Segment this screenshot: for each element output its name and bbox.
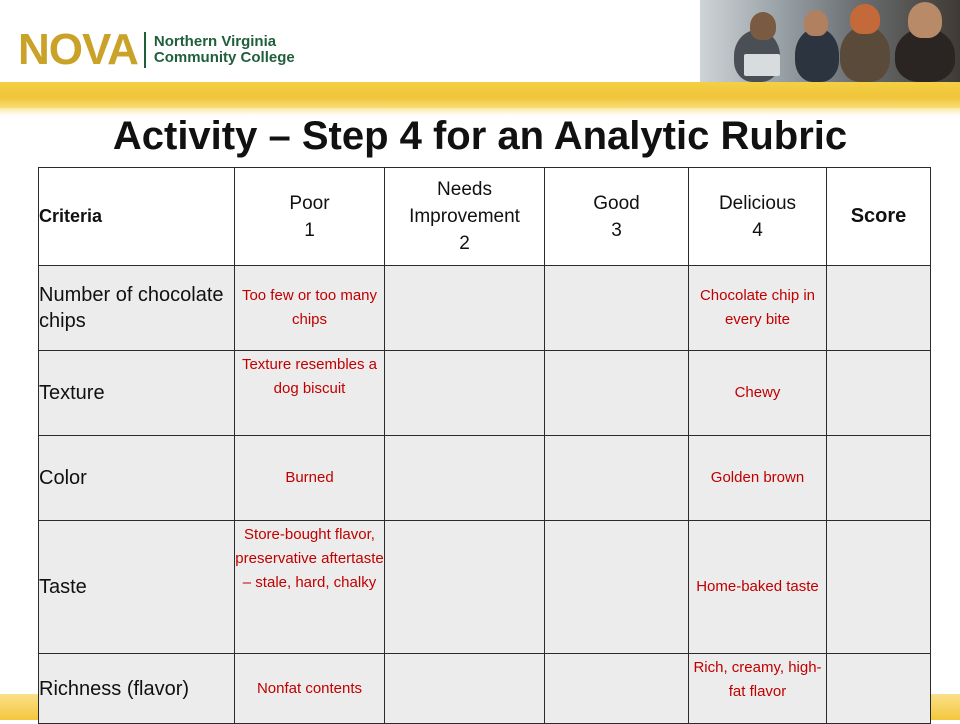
table-row (39, 266, 931, 351)
needs-improvement-cell (385, 351, 545, 436)
score-cell (827, 351, 931, 436)
table-row (39, 654, 931, 724)
table-row (39, 436, 931, 521)
header-poor-score: 1 (304, 219, 315, 241)
header-delicious-score: 4 (752, 219, 763, 241)
students-photo (700, 0, 960, 82)
poor-descriptor: Store-bought flavor, preservative aftertaste – stale, hard, chalky (235, 521, 385, 654)
good-cell (545, 654, 689, 724)
poor-descriptor: Nonfat contents (235, 654, 385, 724)
score-cell (827, 266, 931, 351)
criterion-cell: Texture (39, 351, 235, 436)
poor-descriptor: Texture resembles a dog biscuit (235, 351, 385, 436)
score-cell (827, 521, 931, 654)
delicious-descriptor: Chocolate chip in every bite (689, 266, 827, 351)
logo-line-2: Community College (153, 49, 295, 66)
delicious-descriptor: Home-baked taste (689, 521, 827, 654)
header-good-score: 3 (611, 219, 622, 241)
delicious-descriptor: Golden brown (689, 436, 827, 521)
header-needs-label-1: Needs (437, 179, 492, 200)
header-needs-score: 2 (459, 233, 470, 254)
criterion-cell: Color (39, 436, 235, 521)
needs-improvement-cell (385, 521, 545, 654)
logo-wordmark: NOVA (18, 25, 138, 74)
good-cell (545, 351, 689, 436)
nova-logo (18, 25, 295, 74)
header-criteria (39, 168, 235, 266)
delicious-descriptor: Chewy (689, 351, 827, 436)
header-criteria-label: Criteria (39, 206, 103, 226)
header-needs-label-2: Improvement (409, 206, 520, 227)
header-delicious (689, 168, 827, 266)
header-good-label: Good (593, 192, 640, 214)
criterion-cell: Number of chocolate chips (39, 266, 235, 351)
header-good (545, 168, 689, 266)
header-row (39, 168, 931, 266)
poor-descriptor: Burned (235, 436, 385, 521)
score-cell (827, 654, 931, 724)
header-needs-improvement (385, 168, 545, 266)
slide-title: Activity – Step 4 for an Analytic Rubric (112, 114, 848, 158)
header-score-label: Score (850, 205, 907, 227)
table-row (39, 521, 931, 654)
header-poor-label: Poor (289, 192, 330, 214)
header-score (827, 168, 931, 266)
gold-header-band (0, 82, 960, 108)
rubric-table (38, 167, 931, 724)
criterion-cell: Richness (flavor) (39, 654, 235, 724)
logo-line-1: Northern Virginia (153, 33, 277, 50)
header-banner (0, 0, 960, 82)
delicious-descriptor: Rich, creamy, high-fat flavor (689, 654, 827, 724)
table-row (39, 351, 931, 436)
poor-descriptor: Too few or too many chips (235, 266, 385, 351)
logo-divider (144, 32, 146, 68)
needs-improvement-cell (385, 266, 545, 351)
score-cell (827, 436, 931, 521)
header-poor (235, 168, 385, 266)
needs-improvement-cell (385, 436, 545, 521)
good-cell (545, 436, 689, 521)
good-cell (545, 521, 689, 654)
criterion-cell: Taste (39, 521, 235, 654)
good-cell (545, 266, 689, 351)
logo-college-name (154, 34, 295, 66)
needs-improvement-cell (385, 654, 545, 724)
header-delicious-label: Delicious (718, 192, 797, 214)
